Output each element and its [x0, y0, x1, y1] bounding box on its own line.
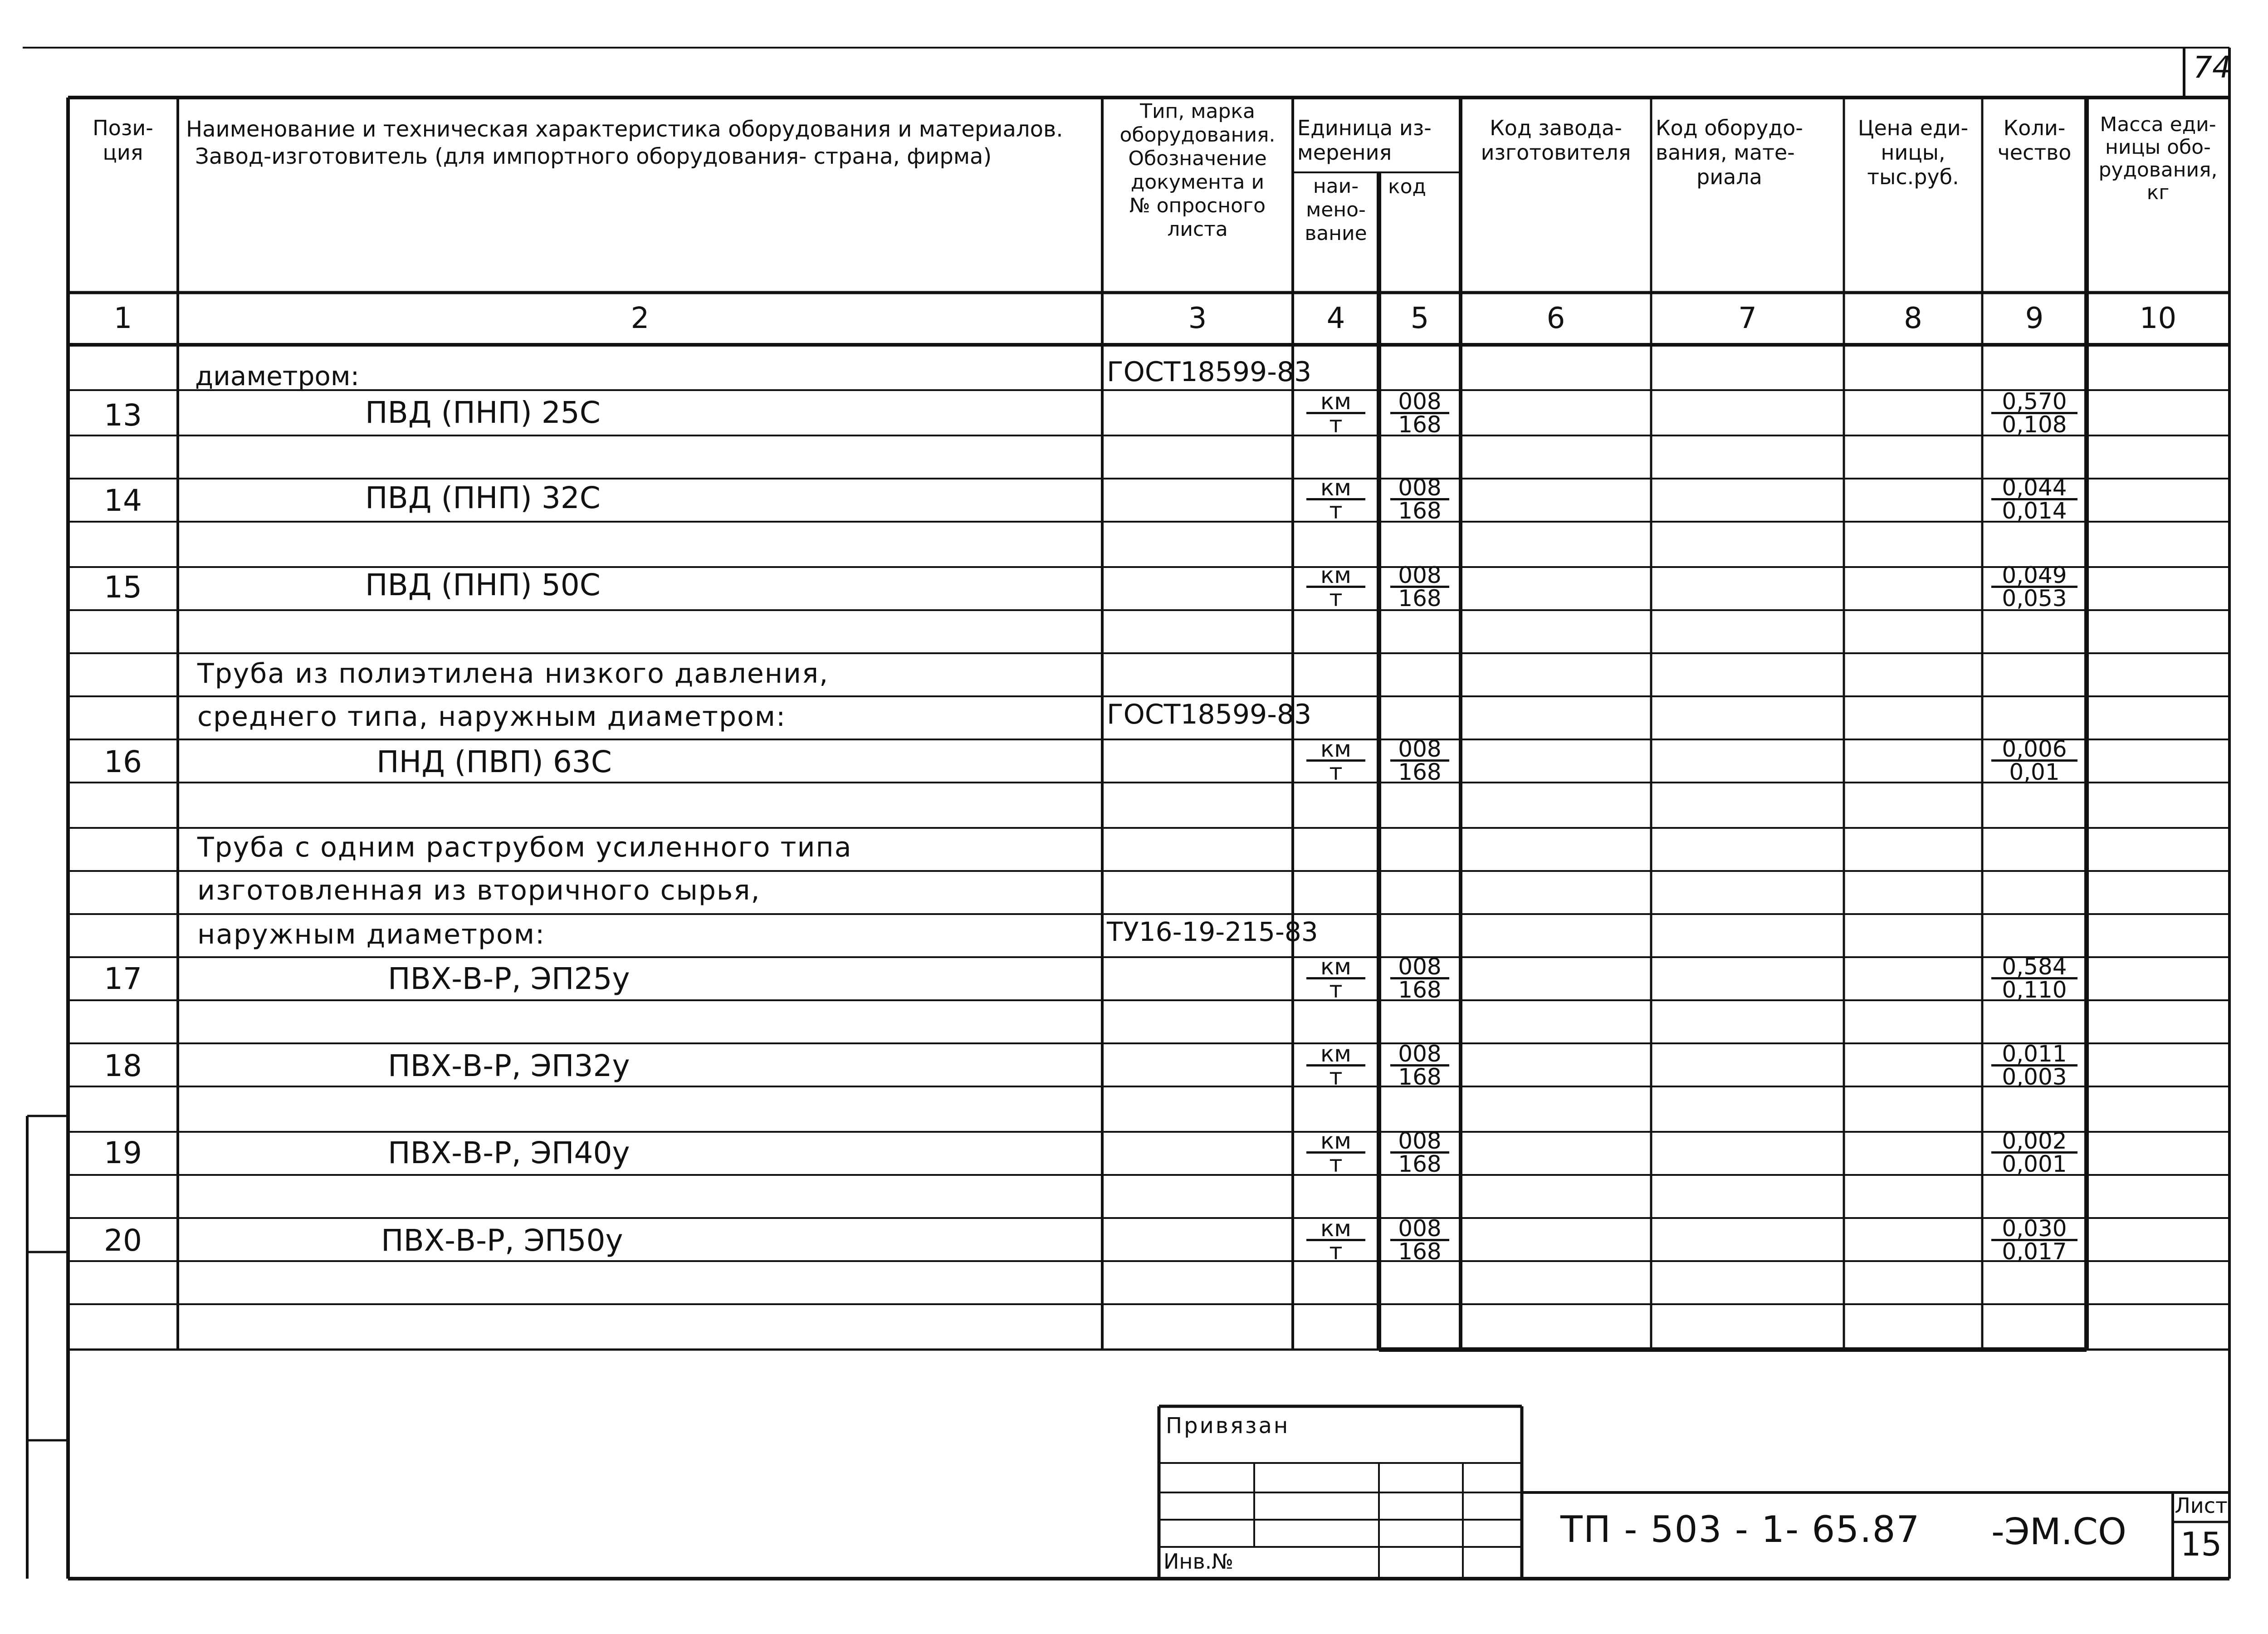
header-mass-line: ницы обо-	[2105, 136, 2211, 159]
column-number: 8	[1904, 302, 1922, 335]
row-name: ПВХ-В-Р, ЭП25у	[388, 961, 630, 996]
header-unit	[1293, 116, 1465, 165]
row-position: 16	[104, 744, 142, 779]
row-quantity	[1991, 954, 2077, 1003]
header-position-line: Пози-	[93, 116, 153, 140]
header-unit-name	[1293, 175, 1379, 245]
qty-num: 0,570	[1991, 391, 2077, 414]
row-name: ПНД (ПВП) 63С	[376, 744, 612, 779]
unit-num: км	[1306, 739, 1365, 762]
row-doc: ТУ16-19-215-83	[1107, 916, 1318, 947]
header-mass-line: Масса еди-	[2100, 113, 2216, 136]
row-text: Труба из полиэтилена низкого давления,	[197, 658, 829, 690]
row-doc: ГОСТ18599-83	[1107, 699, 1312, 730]
unit-num: км	[1306, 565, 1365, 588]
unit-den: т	[1329, 498, 1343, 524]
row-position: 14	[104, 483, 142, 518]
row-unit-code	[1390, 1215, 1449, 1265]
row-unit	[1306, 1041, 1365, 1090]
row-position: 17	[104, 961, 142, 996]
code-den: 168	[1398, 759, 1442, 785]
sheet-corner-number: 74	[2193, 50, 2231, 85]
row-name: ПВХ-В-Р, ЭП50у	[381, 1223, 623, 1258]
code-num: 008	[1390, 565, 1449, 588]
code-den: 168	[1398, 411, 1442, 438]
header-unit-name-line: наи-	[1313, 175, 1359, 198]
qty-num: 0,584	[1991, 956, 2077, 979]
qty-num: 0,030	[1991, 1218, 2077, 1241]
unit-den: т	[1329, 585, 1343, 612]
code-num: 008	[1390, 739, 1449, 762]
unit-den: т	[1329, 759, 1343, 785]
header-name	[186, 116, 1093, 170]
qty-den: 0,014	[2002, 498, 2067, 524]
unit-num: км	[1306, 477, 1365, 500]
unit-num: км	[1306, 1130, 1365, 1154]
row-position: 20	[104, 1223, 142, 1258]
header-unit-name-line: мено-	[1306, 198, 1366, 221]
code-den: 168	[1398, 1238, 1442, 1265]
row-unit	[1306, 388, 1365, 438]
stamp-inv-label: Инв.№	[1163, 1549, 1234, 1574]
code-den: 168	[1398, 585, 1442, 612]
row-unit-code	[1390, 388, 1449, 438]
row-position: 19	[104, 1135, 142, 1170]
row-position: 18	[104, 1048, 142, 1083]
row-quantity	[1991, 1215, 2077, 1265]
row-unit	[1306, 1215, 1365, 1265]
row-unit-code	[1390, 1128, 1449, 1177]
row-unit	[1306, 1128, 1365, 1177]
document-code: ТП - 503 - 1- 65.87	[1560, 1508, 1921, 1551]
row-unit	[1306, 475, 1365, 524]
qty-num: 0,006	[1991, 739, 2077, 762]
row-text: наружным диаметром:	[197, 919, 546, 950]
header-unit-code	[1379, 175, 1470, 199]
row-quantity	[1991, 1128, 2077, 1177]
header-quantity	[1982, 116, 2087, 165]
header-quantity-line: чество	[1997, 140, 2072, 165]
row-unit-code	[1390, 954, 1449, 1003]
row-name: ПВХ-В-Р, ЭП32у	[388, 1048, 630, 1083]
row-doc: ГОСТ18599-83	[1107, 356, 1312, 388]
header-type-line: листа	[1167, 218, 1228, 241]
code-den: 168	[1398, 977, 1442, 1003]
row-unit-code	[1390, 562, 1449, 612]
row-unit	[1306, 954, 1365, 1003]
header-unit-line: мерения	[1297, 140, 1392, 165]
unit-num: км	[1306, 1043, 1365, 1067]
row-quantity	[1991, 475, 2077, 524]
row-unit-code	[1390, 475, 1449, 524]
qty-num: 0,044	[1991, 477, 2077, 500]
qty-num: 0,002	[1991, 1130, 2077, 1154]
header-type-line: Обозначение	[1128, 147, 1267, 170]
row-unit-code	[1390, 736, 1449, 785]
header-name-line: Наименование и техническая характеристика оборудования и материалов.	[186, 117, 1063, 142]
row-unit	[1306, 562, 1365, 612]
header-factory-code-line: Код завода-	[1490, 116, 1622, 140]
header-unit-name-line: вание	[1305, 222, 1367, 245]
row-position: 13	[104, 398, 142, 433]
header-unit-code-line: код	[1388, 175, 1426, 198]
header-price-line: Цена еди-	[1857, 116, 1969, 140]
unit-num: км	[1306, 1218, 1365, 1241]
header-type-line: документа и	[1130, 171, 1265, 194]
stamp-privyazan: Привязан	[1166, 1413, 1290, 1438]
sheet-number: 15	[2180, 1525, 2222, 1563]
header-type	[1102, 100, 1293, 241]
qty-den: 0,017	[2002, 1238, 2067, 1265]
row-quantity	[1991, 388, 2077, 438]
qty-den: 0,108	[2002, 411, 2067, 438]
header-position	[68, 116, 178, 165]
unit-num: км	[1306, 956, 1365, 979]
row-text: Труба с одним раструбом усиленного типа	[197, 832, 852, 863]
header-type-line: оборудования.	[1119, 123, 1276, 147]
unit-den: т	[1329, 1238, 1343, 1265]
row-name: ПВД (ПНП) 32С	[365, 480, 601, 515]
row-name: ПВД (ПНП) 25С	[365, 395, 601, 430]
code-num: 008	[1390, 1218, 1449, 1241]
header-material-code	[1651, 116, 1848, 189]
column-number: 5	[1410, 302, 1429, 335]
column-number: 2	[631, 302, 650, 335]
row-quantity	[1991, 736, 2077, 785]
column-number: 7	[1738, 302, 1757, 335]
header-factory-code-line: изготовителя	[1481, 140, 1631, 165]
unit-den: т	[1329, 411, 1343, 438]
unit-den: т	[1329, 1064, 1343, 1090]
unit-den: т	[1329, 1151, 1343, 1177]
header-mass-line: рудования,	[2098, 158, 2218, 181]
row-quantity	[1991, 1041, 2077, 1090]
header-price-line: тыс.руб.	[1867, 165, 1959, 189]
row-unit-code	[1390, 1041, 1449, 1090]
code-num: 008	[1390, 391, 1449, 414]
header-quantity-line: Коли-	[2003, 116, 2066, 140]
code-den: 168	[1398, 498, 1442, 524]
header-price	[1844, 116, 1982, 189]
header-position-line: ция	[103, 140, 143, 165]
header-material-code-line: Код оборудо-	[1656, 116, 1803, 140]
header-factory-code	[1461, 116, 1651, 165]
column-number: 6	[1546, 302, 1565, 335]
column-number: 9	[2025, 302, 2044, 335]
header-mass-line: кг	[2146, 181, 2170, 204]
header-type-line: Тип, марка	[1140, 100, 1255, 123]
header-mass	[2087, 113, 2229, 204]
document-suffix: -ЭМ.СО	[1991, 1511, 2127, 1553]
code-den: 168	[1398, 1151, 1442, 1177]
column-number: 3	[1188, 302, 1207, 335]
sheet-label: Лист	[2175, 1493, 2228, 1518]
row-name: ПВД (ПНП) 50С	[365, 567, 601, 602]
qty-num: 0,049	[1991, 565, 2077, 588]
row-text: изготовленная из вторичного сырья,	[197, 875, 761, 906]
unit-den: т	[1329, 977, 1343, 1003]
qty-num: 0,011	[1991, 1043, 2077, 1067]
qty-den: 0,001	[2002, 1151, 2067, 1177]
qty-den: 0,110	[2002, 977, 2067, 1003]
code-num: 008	[1390, 1043, 1449, 1067]
row-name: ПВХ-В-Р, ЭП40у	[388, 1135, 630, 1170]
column-number: 4	[1326, 302, 1345, 335]
header-name-line: Завод-изготовитель (для импортного оборудования- страна, фирма)	[195, 144, 992, 169]
code-num: 008	[1390, 477, 1449, 500]
qty-den: 0,01	[2009, 759, 2060, 785]
row-text: среднего типа, наружным диаметром:	[197, 701, 787, 733]
qty-den: 0,003	[2002, 1064, 2067, 1090]
code-den: 168	[1398, 1064, 1442, 1090]
column-number: 10	[2139, 302, 2177, 335]
row-position: 15	[104, 570, 142, 605]
code-num: 008	[1390, 956, 1449, 979]
qty-den: 0,053	[2002, 585, 2067, 612]
header-material-code-line: риала	[1696, 165, 1762, 189]
column-number: 1	[113, 302, 132, 335]
header-unit-line: Единица из-	[1297, 116, 1432, 140]
header-material-code-line: вания, мате-	[1656, 140, 1795, 165]
code-num: 008	[1390, 1130, 1449, 1154]
row-text: диаметром:	[195, 361, 360, 391]
row-unit	[1306, 736, 1365, 785]
header-type-line: № опросного	[1129, 194, 1266, 217]
row-quantity	[1991, 562, 2077, 612]
unit-num: км	[1306, 391, 1365, 414]
header-price-line: ницы,	[1881, 140, 1945, 165]
